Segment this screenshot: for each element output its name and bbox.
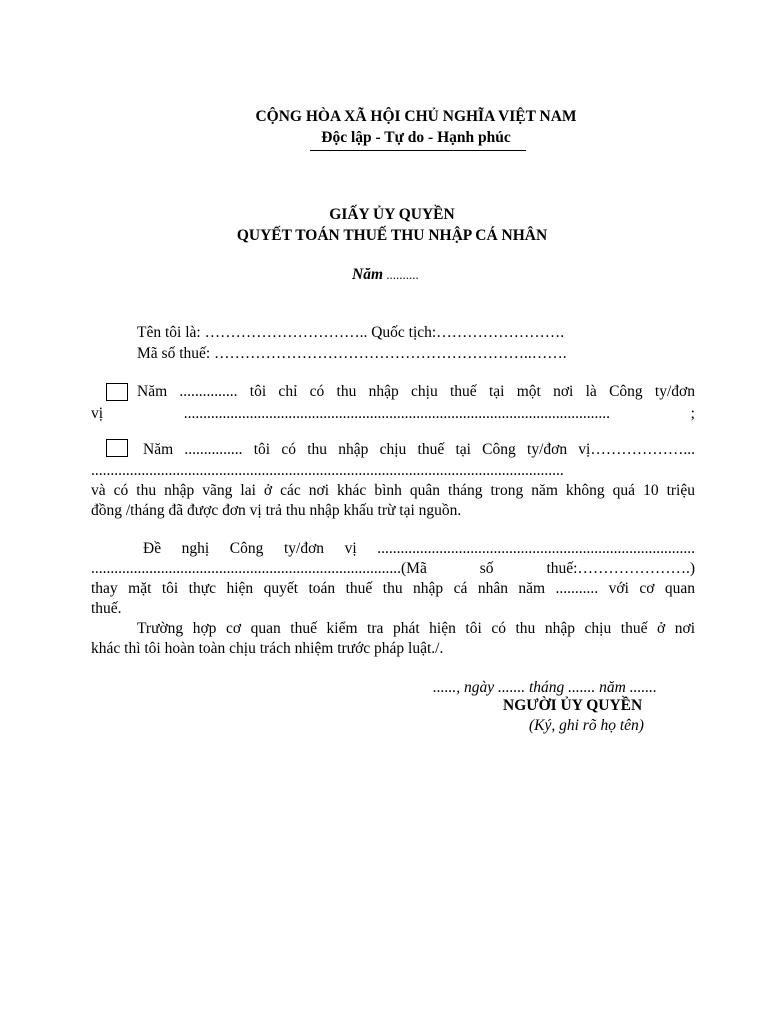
request-line3: thay mặt tôi thực hiện quyết toán thuế thu nhập cá nhân năm ........... với cơ quan bbox=[91, 580, 695, 597]
year-line bbox=[352, 266, 419, 284]
document-title: GIẤY ỦY QUYỀN bbox=[329, 206, 455, 223]
motto: Độc lập - Tự do - Hạnh phúc bbox=[321, 129, 511, 146]
option2-line1: Năm ............... tôi có thu nhập chịu thuế tại Công ty/đơn vị………………... bbox=[143, 441, 695, 458]
request-line4: thuế. bbox=[91, 600, 122, 617]
tax-code-line[interactable]: Mã số thuế: ……………………………………………………..……. bbox=[137, 345, 567, 362]
date-line[interactable]: ......, ngày ....... tháng ....... năm ....... bbox=[433, 679, 657, 696]
year-label: Năm bbox=[352, 266, 383, 283]
option1-line1: Năm ............... tôi chỉ có thu nhập chịu thuế tại một nơi là Công ty/đơn bbox=[137, 383, 695, 400]
year-dots[interactable]: .......... bbox=[383, 267, 419, 282]
option1-checkbox[interactable] bbox=[106, 383, 128, 401]
national-title: CỘNG HÒA XÃ HỘI CHỦ NGHĨA VIỆT NAM bbox=[255, 108, 577, 125]
name-nationality-line[interactable]: Tên tôi là: ………………………….. Quốc tịch:……………………. bbox=[137, 324, 565, 341]
document-subtitle: QUYẾT TOÁN THUẾ THU NHẬP CÁ NHÂN bbox=[236, 227, 548, 244]
option2-line2[interactable]: .......................................................................................................................... bbox=[91, 462, 564, 479]
request-line1[interactable]: Đề nghị Công ty/đơn vị .................................................................................. bbox=[143, 540, 695, 557]
signature-instruction: (Ký, ghi rõ họ tên) bbox=[529, 717, 644, 734]
signature-role: NGƯỜI ỦY QUYỀN bbox=[503, 697, 643, 714]
option2-line3: và có thu nhập vãng lai ở các nơi khác bình quân tháng trong năm không quá 10 triệu bbox=[91, 482, 695, 499]
option2-line4: đồng /tháng đã được đơn vị trả thu nhập khấu trừ tại nguồn. bbox=[91, 502, 462, 519]
request-line2[interactable]: ................................................................................(Mã số thuế:………………….) bbox=[91, 560, 695, 577]
option2-checkbox[interactable] bbox=[106, 439, 128, 457]
option1-line2[interactable]: vị .............................................................................................................. ; bbox=[91, 405, 695, 422]
motto-underline bbox=[310, 150, 526, 151]
request-line5: Trường hợp cơ quan thuế kiểm tra phát hiện tôi có thu nhập chịu thuế ở nơi bbox=[137, 620, 695, 637]
request-line6: khác thì tôi hoàn toàn chịu trách nhiệm trước pháp luật./. bbox=[91, 640, 444, 657]
